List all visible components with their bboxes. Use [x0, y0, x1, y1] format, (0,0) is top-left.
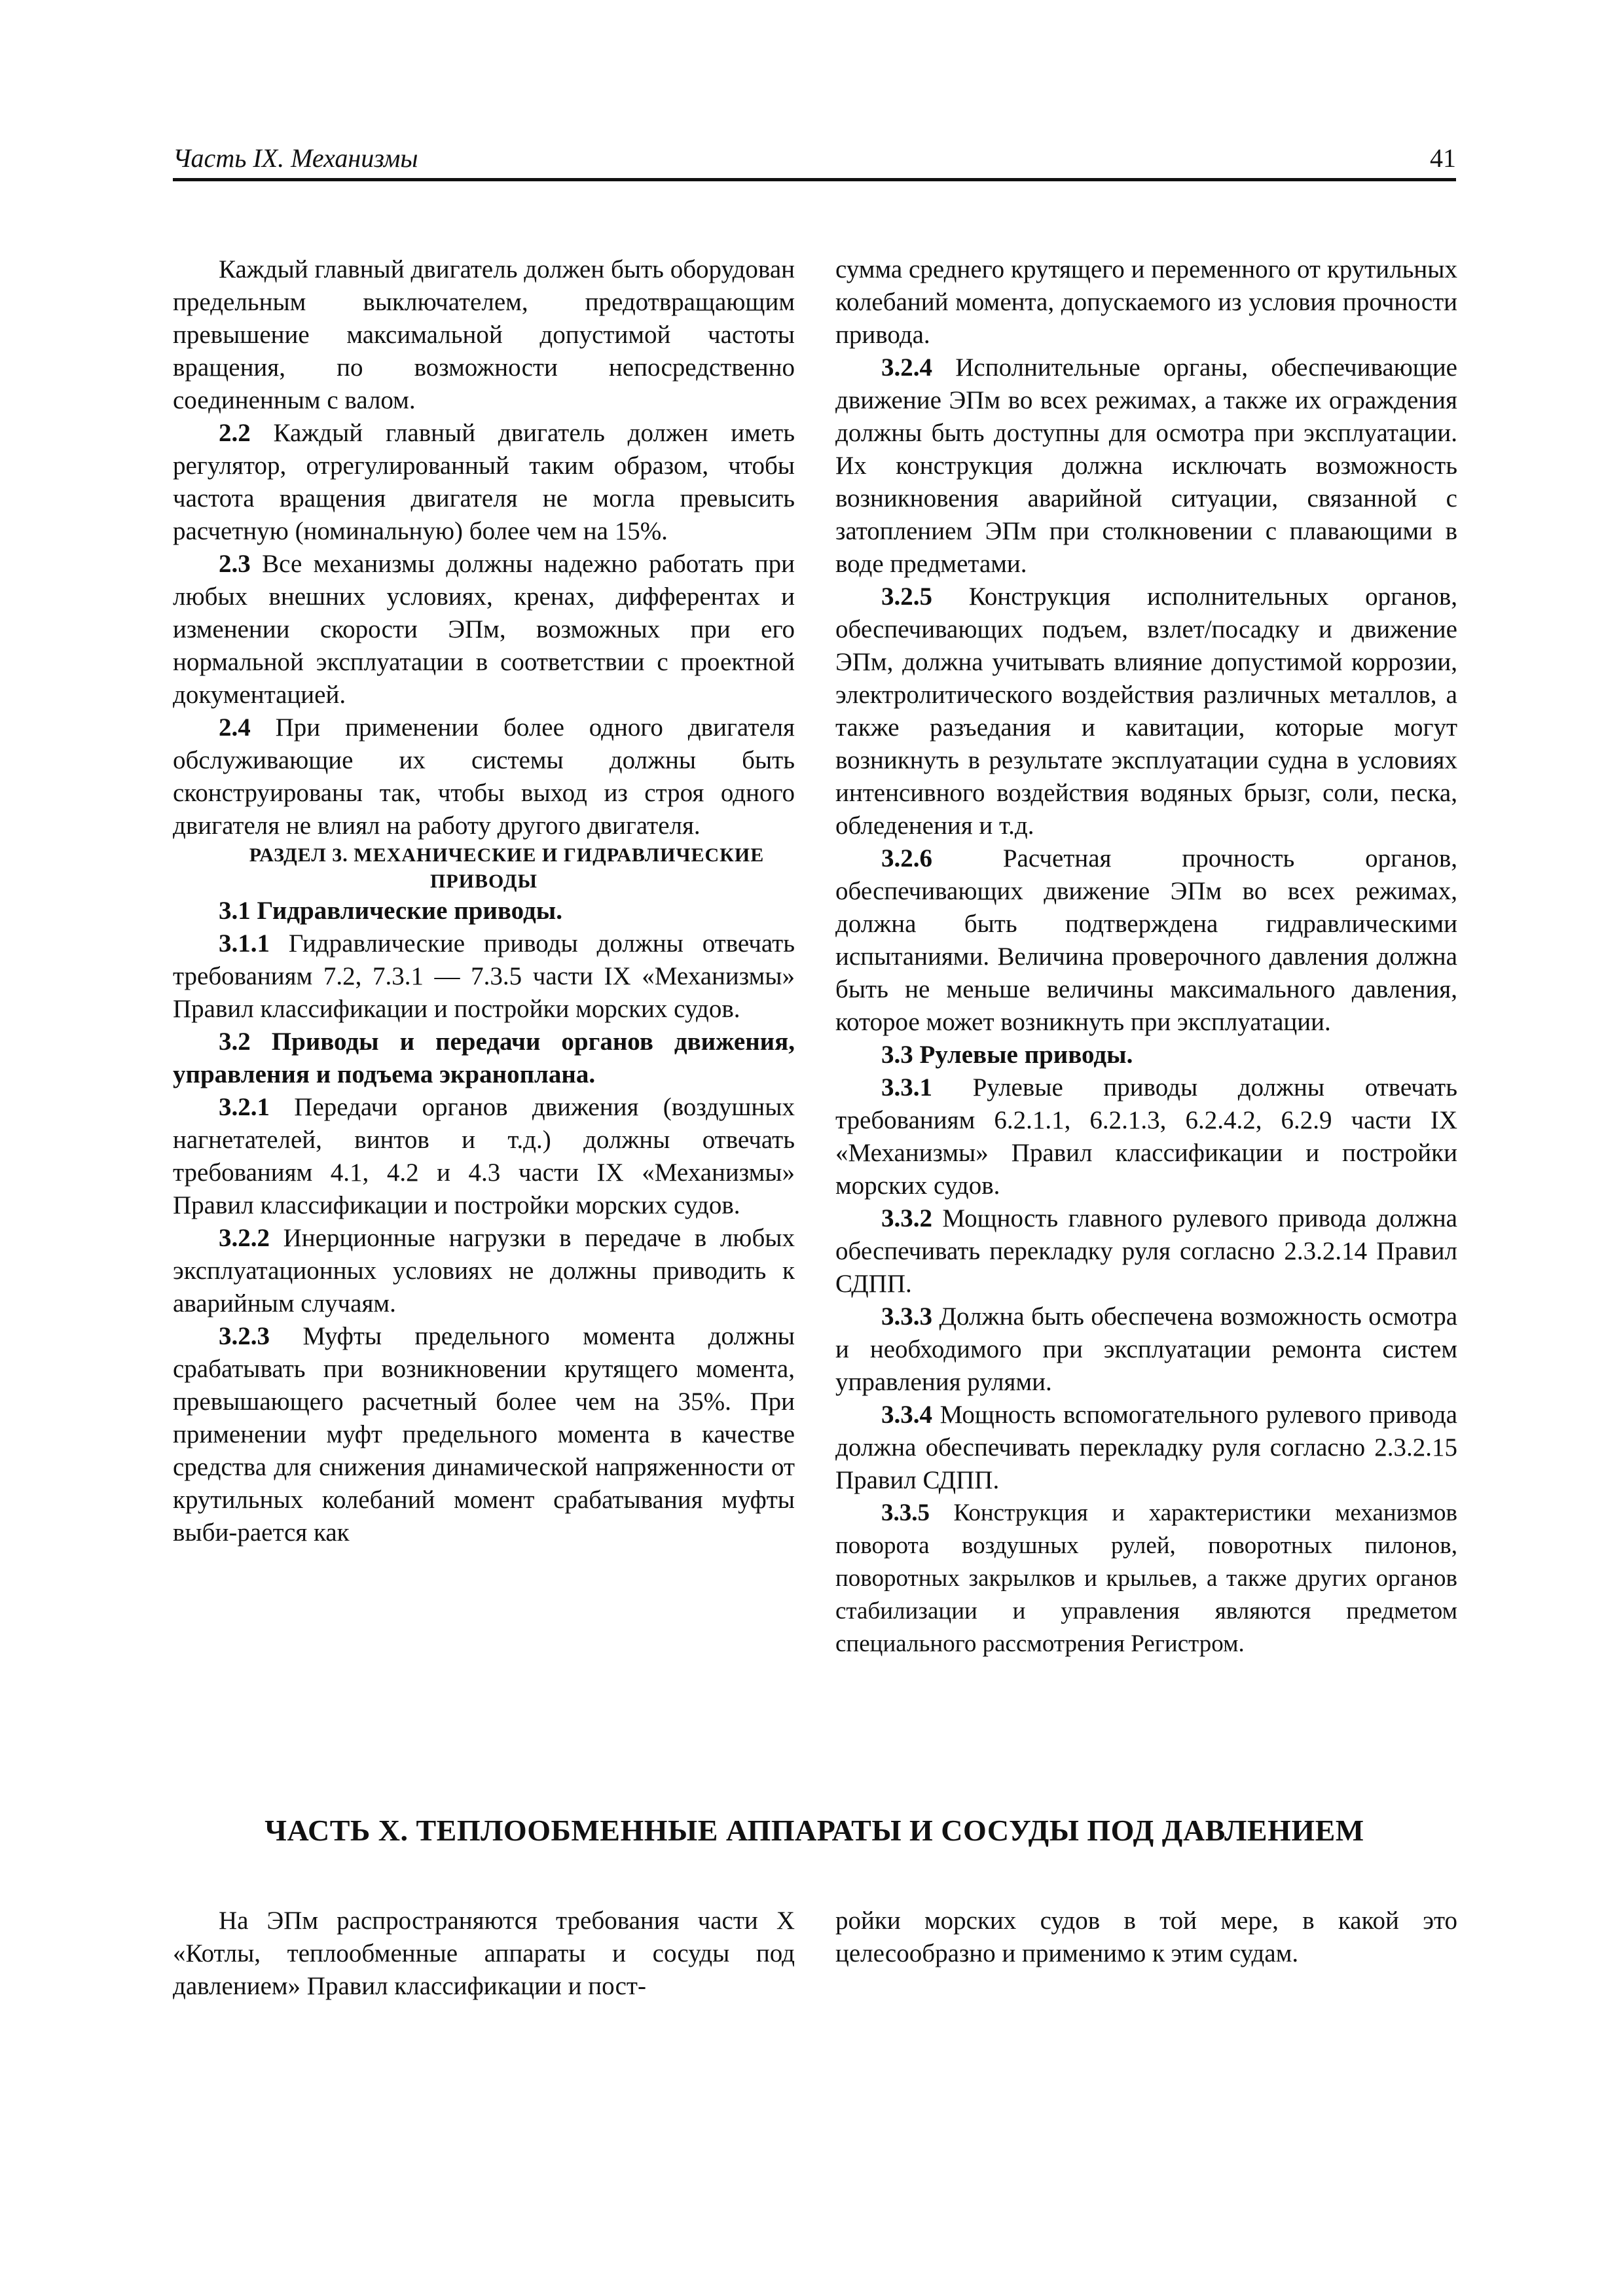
paragraph-2-3 [173, 548, 795, 711]
clause-number: 3.1.1 [219, 929, 270, 958]
clause-number: 3.3.3 [881, 1302, 932, 1331]
clause-number: 3.2.5 [881, 583, 932, 611]
clause-number: 3.2.3 [219, 1322, 270, 1350]
paragraph-text: Муфты предельного момента должны срабатывать при возникновении крутящего момента, превышающего расчетный более чем на 35%. При применении муфт предельного момента в качестве средства для снижения динамической напряженности от крутильных колебаний момент срабатывания муфты выби-рается как [173, 1322, 795, 1547]
part-x-left-column [173, 1905, 795, 2003]
subsection-3-1-heading: 3.1 Гидравлические приводы. [219, 897, 562, 925]
paragraph-2-4 [173, 711, 795, 842]
clause-number: 3.2.4 [881, 353, 932, 382]
paragraph-3-2-6 [835, 842, 1457, 1039]
clause-number: 2.2 [219, 419, 251, 447]
paragraph-text: Передачи органов движения (воздушных нагнетателей, винтов и т.д.) должны отвечать требованиям 4.1, 4.2 и 4.3 части IX «Механизмы» Правил классификации и постройки морских судов. [173, 1093, 795, 1219]
part-x-paragraph: На ЭПм распространяются требования части X «Котлы, теплообменные аппараты и сосуды под давлением» Правил классификации и пост- [173, 1907, 795, 2000]
paragraph-3-3-2 [835, 1202, 1457, 1300]
paragraph-3-3-5 [835, 1497, 1457, 1660]
paragraph-2-2 [173, 417, 795, 548]
paragraph-text: Инерционные нагрузки в передаче в любых эксплуатационных условиях не должны приводить к аварийным случаям. [173, 1224, 795, 1318]
paragraph-2-1-continued: Каждый главный двигатель должен быть оборудован предельным выключателем, предотвращающим превышение максимальной допустимой частоты вращения, по возможности непосредственно соединенным с валом. [173, 255, 795, 414]
paragraph-text: Должна быть обеспечена возможность осмотра и необходимого при эксплуатации ремонта систем управления рулями. [835, 1302, 1457, 1396]
paragraph-3-3-4 [835, 1399, 1457, 1497]
part-x-title: ЧАСТЬ X. ТЕПЛООБМЕННЫЕ АППАРАТЫ И СОСУДЫ ПОД ДАВЛЕНИЕМ [264, 1814, 1364, 1847]
paragraph-3-2-2 [173, 1222, 795, 1320]
clause-number: 3.3.2 [881, 1204, 932, 1232]
paragraph-text: Конструкция и характеристики механизмов поворота воздушных рулей, поворотных пилонов, поворотных закрылков и крыльев, а также других органов стабилизации и управления являются предметом специального рассмотрения Регистром. [835, 1499, 1457, 1657]
part-x-paragraph-continued: ройки морских судов в той мере, в какой это целесообразно и применимо к этим судам. [835, 1907, 1457, 1967]
paragraph-3-1-1 [173, 927, 795, 1026]
running-header [173, 143, 1456, 177]
paragraph-text: Каждый главный двигатель должен иметь регулятор, отрегулированный таким образом, чтобы частота вращения двигателя не могла превысить расчетную (номинальную) более чем на 15%. [173, 419, 795, 545]
left-column [173, 253, 795, 1549]
clause-number: 3.3.4 [881, 1401, 932, 1429]
paragraph-text: Мощность главного рулевого привода должна обеспечивать перекладку руля согласно 2.3.2.14 Правил СДПП. [835, 1204, 1457, 1298]
paragraph-3-3-1 [835, 1071, 1457, 1202]
right-column [835, 253, 1457, 1660]
clause-number: 3.2.1 [219, 1093, 270, 1121]
clause-number: 3.3.1 [881, 1073, 932, 1102]
paragraph-text: Исполнительные органы, обеспечивающие движение ЭПм во всех режимах, а также их ограждения должны быть доступны для осмотра при эксплуатации. Их конструкция должна исключать возможность возникновения аварийной ситуации, связанной с затоплением ЭПм при столкновении с плавающими в воде предметами. [835, 353, 1457, 578]
paragraph-text: Рулевые приводы должны отвечать требованиям 6.2.1.1, 6.2.1.3, 6.2.4.2, 6.2.9 части IX «Механизмы» Правил классификации и постройки морских судов. [835, 1073, 1457, 1200]
subsection-3-3-heading: 3.3 Рулевые приводы. [881, 1041, 1133, 1069]
clause-number: 2.4 [219, 713, 251, 742]
paragraph-3-2-3-continued: сумма среднего крутящего и переменного от крутильных колебаний момента, допускаемого из условия прочности привода. [835, 255, 1457, 349]
paragraph-text: Гидравлические приводы должны отвечать требованиям 7.2, 7.3.1 — 7.3.5 части IX «Механизмы» Правил классификации и постройки морских судов. [173, 929, 795, 1023]
paragraph-3-2-5 [835, 581, 1457, 842]
paragraph-text: Мощность вспомогательного рулевого привода должна обеспечивать перекладку руля согласно 2.3.2.15 Правил СДПП. [835, 1401, 1457, 1494]
paragraph-3-2-4 [835, 351, 1457, 581]
paragraph-text: Все механизмы должны надежно работать при любых внешних условиях, кренах, дифферентах и изменении скорости ЭПм, возможных при его нормальной эксплуатации в соответствии с проектной документацией. [173, 550, 795, 709]
part-x-right-column [835, 1905, 1457, 1970]
clause-number: 2.3 [219, 550, 251, 578]
paragraph-text: Расчетная прочность органов, обеспечивающих движение ЭПм во всех режимах, должна быть подтверждена гидравлическими испытаниями. Величина проверочного давления должна быть не меньше величины максимального давления, которое может возникнуть при эксплуатации. [835, 844, 1457, 1036]
paragraph-text: Конструкция исполнительных органов, обеспечивающих подъем, взлет/посадку и движение ЭПм, должна учитывать влияние допустимой коррозии, электролитического воздействия различных металлов, а также разъедания и кавитации, которые могут возникнуть в результате эксплуатации судна в условиях интенсивного воздействия водяных брызг, соли, песка, обледенения и т.д. [835, 583, 1457, 840]
clause-number: 3.3.5 [881, 1499, 930, 1526]
subsection-3-2-heading: 3.2 Приводы и передачи органов движения, управления и подъема экраноплана. [173, 1028, 795, 1088]
clause-number: 3.2.2 [219, 1224, 270, 1252]
paragraph-text: При применении более одного двигателя обслуживающие их системы должны быть сконструированы так, чтобы выход из строя одного двигателя не влиял на работу другого двигателя. [173, 713, 795, 840]
header-divider [173, 178, 1456, 181]
paragraph-3-2-1 [173, 1091, 795, 1222]
paragraph-3-3-3 [835, 1300, 1457, 1399]
page-number: 41 [1430, 143, 1456, 173]
paragraph-3-2-3 [173, 1320, 795, 1549]
section-3-title: РАЗДЕЛ 3. МЕХАНИЧЕСКИЕ И ГИДРАВЛИЧЕСКИЕ ПРИВОДЫ [249, 844, 765, 892]
header-part-title: Часть IX. Механизмы [173, 143, 418, 173]
clause-number: 3.2.6 [881, 844, 932, 872]
